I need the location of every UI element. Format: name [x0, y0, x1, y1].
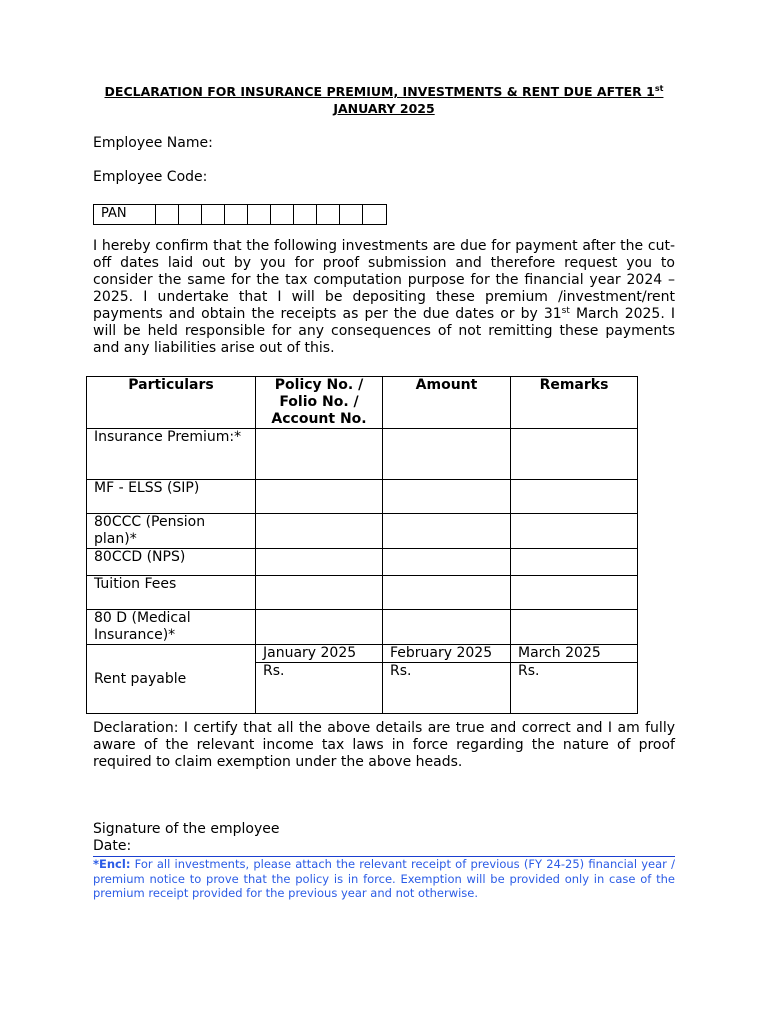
pan-label: PAN	[94, 205, 156, 224]
pan-char-box[interactable]	[156, 205, 179, 224]
header-policy-line-3: Account No.	[271, 411, 367, 427]
pan-char-box[interactable]	[271, 205, 294, 224]
pan-char-box[interactable]	[294, 205, 317, 224]
row-label-80d-line-1: 80 D (Medical	[94, 610, 191, 626]
table-row	[87, 610, 638, 645]
rent-amount-march[interactable]: Rs.	[511, 663, 638, 714]
rent-month-march: March 2025	[511, 645, 638, 663]
header-particulars: Particulars	[87, 377, 256, 429]
investment-table	[86, 376, 638, 714]
header-policy-no	[256, 377, 383, 429]
remarks-cell[interactable]	[511, 429, 638, 480]
header-policy-line-1: Policy No. /	[274, 377, 364, 393]
confirmation-superscript: st	[561, 306, 570, 316]
title-line-2: JANUARY 2025	[333, 101, 435, 116]
amount-cell[interactable]	[383, 480, 511, 514]
row-label-80ccc: 80CCC (Pension plan)*	[87, 514, 256, 549]
row-label-80d-line-2: Insurance)*	[94, 627, 176, 643]
table-row	[87, 480, 638, 514]
rent-month-row	[87, 645, 638, 663]
row-label-mf-elss: MF - ELSS (SIP)	[87, 480, 256, 514]
row-label-tuition: Tuition Fees	[87, 576, 256, 610]
policy-cell[interactable]	[256, 514, 383, 549]
pan-char-box[interactable]	[179, 205, 202, 224]
employee-code-label: Employee Code:	[93, 169, 208, 185]
row-label-rent: Rent payable	[87, 645, 256, 714]
document-title	[93, 83, 675, 117]
remarks-cell[interactable]	[511, 576, 638, 610]
row-label-insurance: Insurance Premium:*	[87, 429, 256, 480]
enclosure-note-text: For all investments, please attach the relevant receipt of previous (FY 24-25) financial year / premium notice to prove that the policy is in force. Exemption will be provided only in case of the premium receipt provided for the previous year and not otherwise.	[93, 857, 675, 900]
enclosure-note-lead: *Encl:	[93, 857, 131, 871]
rent-month-february: February 2025	[383, 645, 511, 663]
table-row	[87, 514, 638, 549]
employee-name-label: Employee Name:	[93, 135, 213, 151]
pan-char-box[interactable]	[317, 205, 340, 224]
title-line-1: DECLARATION FOR INSURANCE PREMIUM, INVESTMENTS & RENT DUE AFTER 1	[104, 84, 655, 99]
title-superscript: st	[654, 84, 664, 93]
remarks-cell[interactable]	[511, 549, 638, 576]
remarks-cell[interactable]	[511, 514, 638, 549]
policy-cell[interactable]	[256, 576, 383, 610]
header-policy-line-2: Folio No. /	[279, 394, 359, 410]
table-row	[87, 429, 638, 480]
enclosure-note	[93, 857, 675, 901]
confirmation-paragraph	[93, 238, 675, 357]
policy-cell[interactable]	[256, 429, 383, 480]
rent-amount-january[interactable]: Rs.	[256, 663, 383, 714]
amount-cell[interactable]	[383, 549, 511, 576]
pan-char-box[interactable]	[202, 205, 225, 224]
declaration-paragraph: Declaration: I certify that all the above details are true and correct and I am fully aware of the relevant income tax laws in force regarding the nature of proof required to claim exemption under the above heads.	[93, 720, 675, 770]
amount-cell[interactable]	[383, 576, 511, 610]
header-amount: Amount	[383, 377, 511, 429]
rent-month-january: January 2025	[256, 645, 383, 663]
pan-char-box[interactable]	[340, 205, 363, 224]
confirmation-text-part1: I hereby confirm that the following investments are due for payment after the cut-off dates laid out by you for proof submission and therefore request you to consider the same for the tax computation purpose for the financial year 2024 – 2025. I undertake that I will be depositing these premium /investment/rent payments and obtain the receipts as per the due dates or by 31	[93, 238, 675, 322]
table-row	[87, 576, 638, 610]
confirmation-text-part2: March 2025. I will be held responsible for any consequences of not remitting these payments and any liabilities arise out of this.	[93, 306, 675, 356]
pan-char-box[interactable]	[225, 205, 248, 224]
pan-char-box[interactable]	[363, 205, 386, 224]
signature-label: Signature of the employee	[93, 821, 280, 837]
pan-char-box[interactable]	[248, 205, 271, 224]
row-label-80ccd: 80CCD (NPS)	[87, 549, 256, 576]
policy-cell[interactable]	[256, 480, 383, 514]
remarks-cell[interactable]	[511, 610, 638, 645]
pan-field	[93, 204, 387, 225]
table-header-row	[87, 377, 638, 429]
policy-cell[interactable]	[256, 549, 383, 576]
amount-cell[interactable]	[383, 514, 511, 549]
policy-cell[interactable]	[256, 610, 383, 645]
date-label: Date:	[93, 838, 132, 854]
rent-amount-february[interactable]: Rs.	[383, 663, 511, 714]
amount-cell[interactable]	[383, 610, 511, 645]
row-label-80d	[87, 610, 256, 645]
amount-cell[interactable]	[383, 429, 511, 480]
table-row	[87, 549, 638, 576]
remarks-cell[interactable]	[511, 480, 638, 514]
header-remarks: Remarks	[511, 377, 638, 429]
